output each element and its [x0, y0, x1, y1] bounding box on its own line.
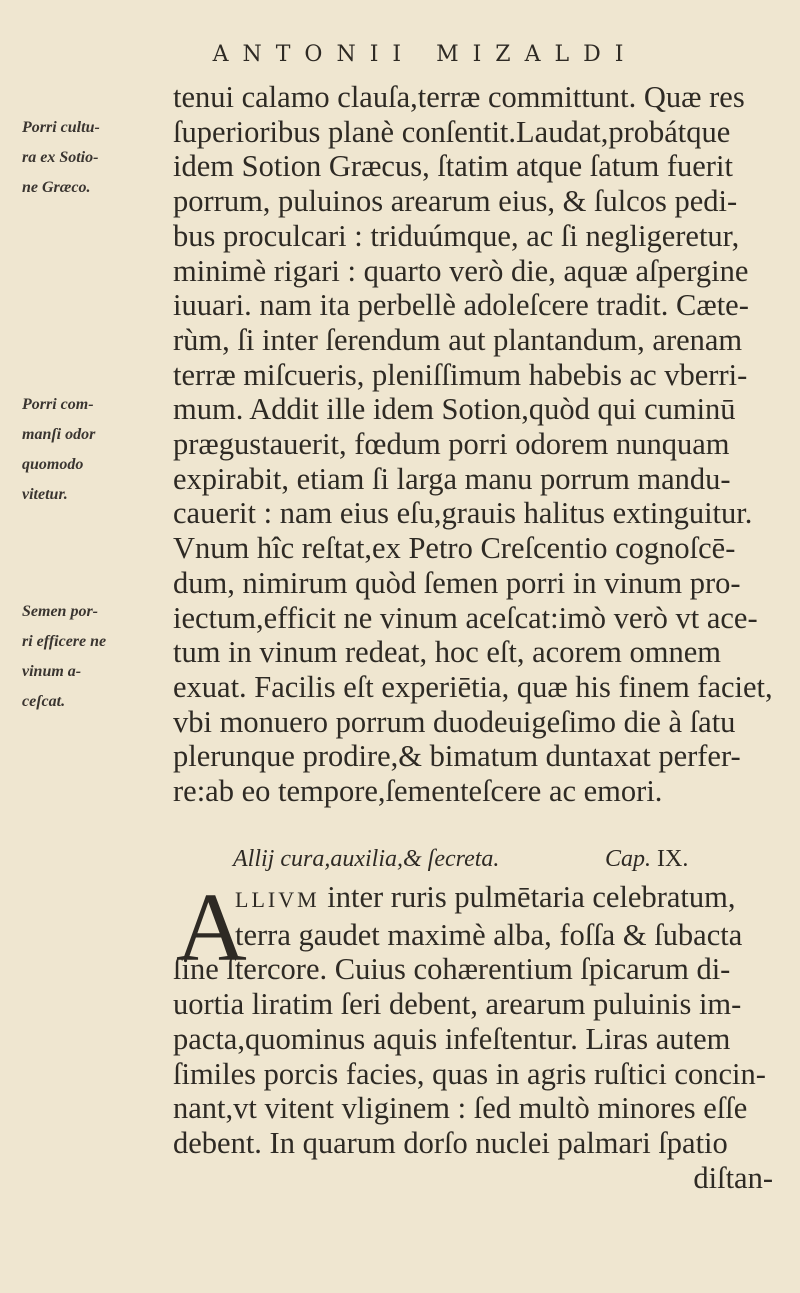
first-word-smallcaps: LLIVM	[235, 887, 320, 912]
text-line: ſuperioribus planè conſentit.Laudat,probátque	[173, 114, 731, 149]
text-line: mum. Addit ille idem Sotion,quòd qui cuminū	[173, 392, 736, 427]
text-line: ſine ſtercore. Cuius cohærentium ſpicarum di-	[173, 952, 731, 987]
chapter-cap-number: IX.	[657, 846, 689, 872]
text-line	[173, 880, 773, 918]
text-line: dum, nimirum quòd ſemen porri in vinum pro-	[173, 565, 741, 600]
text-line: plerunque prodire,& bimatum duntaxat perfer-	[173, 739, 741, 774]
text-line: re:ab eo tempore,ſementeſcere ac emori.	[173, 774, 663, 809]
margin-note-line: ra ex Sotio-	[22, 149, 99, 166]
margin-note-line: Porri cultu-	[22, 119, 100, 136]
text-line-rest: inter ruris pulmētaria celebratum,	[319, 880, 736, 914]
text-line: porrum, puluinos arearum eius, & ſulcos pedi-	[173, 184, 738, 219]
text-line: expirabit, etiam ſi larga manu porrum mandu-	[173, 461, 731, 496]
margin-note-porri-cultura	[22, 113, 162, 203]
drop-cap: A	[176, 874, 247, 982]
margin-note-line: manſi odor	[22, 426, 96, 443]
margin-note-line: ceſcat.	[22, 693, 66, 710]
text-line: ſimiles porcis facies, quas in agris ruſtici concin-	[173, 1056, 766, 1091]
text-line: terræ miſcueris, pleniſſimum habebis ac vberri-	[173, 357, 748, 392]
text-line: cauerit : nam eius eſu,grauis halitus extinguitur.	[173, 496, 753, 531]
text-line: idem Sotion Græcus, ſtatim atque ſatum fuerit	[173, 149, 733, 184]
text-line: Vnum hîc reſtat,ex Petro Creſcentio cognoſcē-	[173, 531, 736, 566]
margin-note-line: Porri com-	[22, 396, 94, 413]
text-line: iuuari. nam ita perbellè adoleſcere tradit. Cæte-	[173, 288, 749, 323]
margin-note-line: ne Græco.	[22, 179, 91, 196]
chapter-number	[605, 846, 688, 873]
text-line: pacta,quominus aquis infeſtentur. Liras autem	[173, 1021, 731, 1056]
text-line: rùm, ſi inter ſerendum aut plantandum, arenam	[173, 322, 743, 357]
paragraph-allium	[173, 874, 773, 1195]
text-line: bus proculcari : triduúmque, ac ſi negligeretur,	[173, 218, 740, 253]
margin-note-line: quomodo	[22, 456, 84, 473]
margin-note-line: Semen por-	[22, 603, 98, 620]
text-line: vbi monuero porrum duodeuigeſimo die à ſatu	[173, 704, 736, 739]
text-line: tenui calamo clauſa,terræ committunt. Quæ res	[173, 80, 745, 114]
text-line: prægustauerit, fœdum porri odorem nunquam	[173, 427, 730, 462]
running-header: ANTONII MIZALDI	[212, 42, 638, 67]
margin-note-line: vitetur.	[22, 486, 68, 503]
text-line: iectum,efficit ne vinum aceſcat:imò verò vt ace-	[173, 600, 758, 635]
chapter-cap-label: Cap.	[605, 846, 652, 872]
text-line: uortia liratim ſeri debent, arearum puluinis im-	[173, 987, 742, 1022]
text-line: debent. In quarum dorſo nuclei palmari ſpatio	[173, 1125, 728, 1160]
text-line: tum in vinum redeat, hoc eſt, acorem omnem	[173, 635, 721, 670]
text-line: nant,vt vitent vliginem : ſed multò minores eſſe	[173, 1091, 748, 1126]
catchword: diſtan-	[693, 1160, 773, 1195]
text-line: terra gaudet maximè alba, foſſa & ſubacta	[235, 917, 743, 952]
margin-note-line: ri efficere ne	[22, 633, 107, 650]
chapter-heading	[233, 846, 773, 873]
margin-note-line: vinum a-	[22, 663, 82, 680]
margin-note-semen-porri	[22, 597, 162, 717]
paragraph-porrum	[173, 80, 773, 809]
text-line: exuat. Facilis eſt experiētia, quæ his finem faciet,	[173, 669, 773, 704]
chapter-title: Allij cura,auxilia,& ſecreta.	[233, 846, 500, 872]
margin-note-porri-odor	[22, 390, 162, 510]
text-line: minimè rigari : quarto verò die, aquæ aſpergine	[173, 253, 749, 288]
